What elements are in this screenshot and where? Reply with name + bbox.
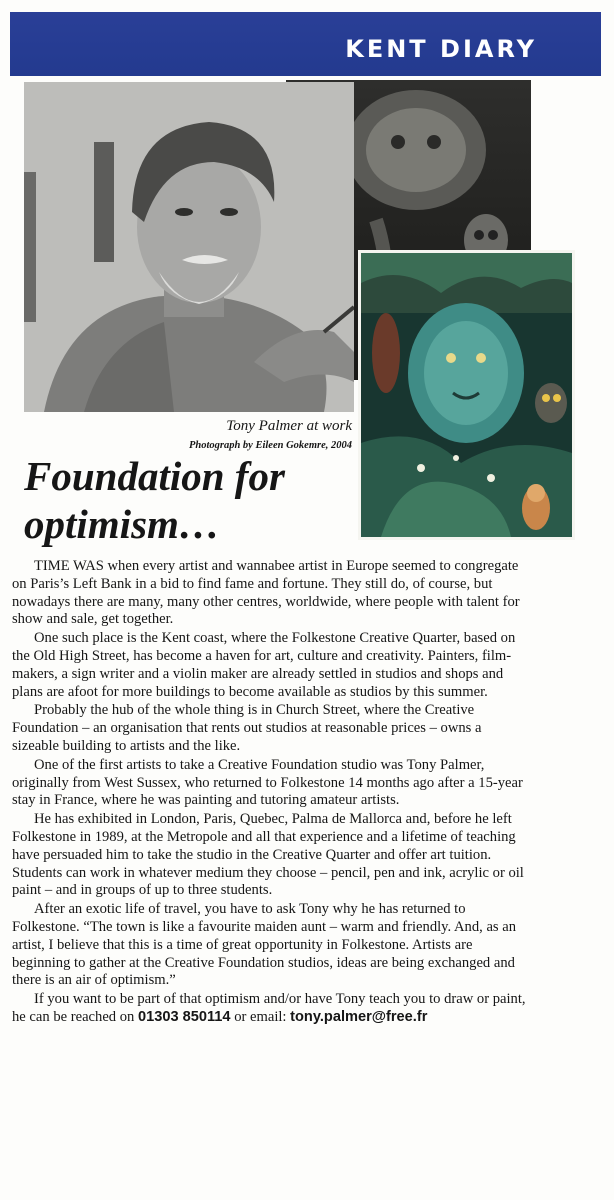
article-paragraph: Probably the hub of the whole thing is in Church Street, where the Creative Foundation – an organisation that rents out studios at reasonable prices – owns a sizeable building to artists and the like. <box>12 702 482 754</box>
headline-line-1: Foundation for <box>24 453 285 499</box>
photo-caption: Tony Palmer at work <box>226 418 352 434</box>
article-paragraph: He has exhibited in London, Paris, Quebec, Palma de Mallorca and, before he left Folkestone in 1989, at the Metropole and all that experience and a lifetime of teaching have persuaded him to take the studio in the Creative Quarter and offer art tuition. Students can work in whatever medium they choose – pencil, pen and ink, acrylic or oil paint – and in groups of up to three students. <box>12 811 524 899</box>
article-paragraph: One such place is the Kent coast, where the Folkestone Creative Quarter, based on the Old High Street, has become a haven for art, culture and creativity. Painters, film-makers, a sign writer and a violin maker are already settled in studios and shops and plans are afoot for more buildings to become available as studios by this summer. <box>12 630 516 700</box>
article-paragraph: After an exotic life of travel, you have to ask Tony why he has returned to Folkestone. “The town is like a favourite maiden aunt – warm and friendly. And, as an artist, I believe that this is a time of great opportunity in Folkestone. Artists are beginning to gather at the Creative Foundation studios, ideas are being exchanged and there is an air of optimism.” <box>12 901 517 989</box>
article-paragraph: One of the first artists to take a Creative Foundation studio was Tony Palmer, originally from West Sussex, who returned to Folkestone 14 months ago after a 15-year stay in France, where he was painting and tutoring amateur artists. <box>12 756 523 809</box>
green-man-painting-photo <box>358 250 575 540</box>
artist-portrait-photo <box>24 82 354 412</box>
closing-text: If you want to be part of that optimism and/or have Tony teach you to draw or paint, he can be reached on <box>12 991 526 1025</box>
article-paragraph: TIME WAS when every artist and wannabee artist in Europe seemed to congregate on Paris’s Left Bank in a bid to find fame and fortune. They still do, of course, but nowadays there are many, many other centres, worldwide, where people with talent for show and sale, get together. <box>12 558 520 628</box>
article-body <box>12 558 526 1028</box>
or-email-text: or email: <box>234 1008 287 1025</box>
phone-number: 01303 850114 <box>138 1008 231 1025</box>
headline-line-2: optimism… <box>24 501 220 547</box>
section-title: KENT DIARY <box>345 35 537 63</box>
article-closing-paragraph <box>12 991 526 1027</box>
email-address: tony.palmer@free.fr <box>290 1008 428 1025</box>
photo-credit: Photograph by Eileen Gokemre, 2004 <box>188 440 352 451</box>
section-banner <box>10 12 601 76</box>
article-headline <box>24 452 354 548</box>
